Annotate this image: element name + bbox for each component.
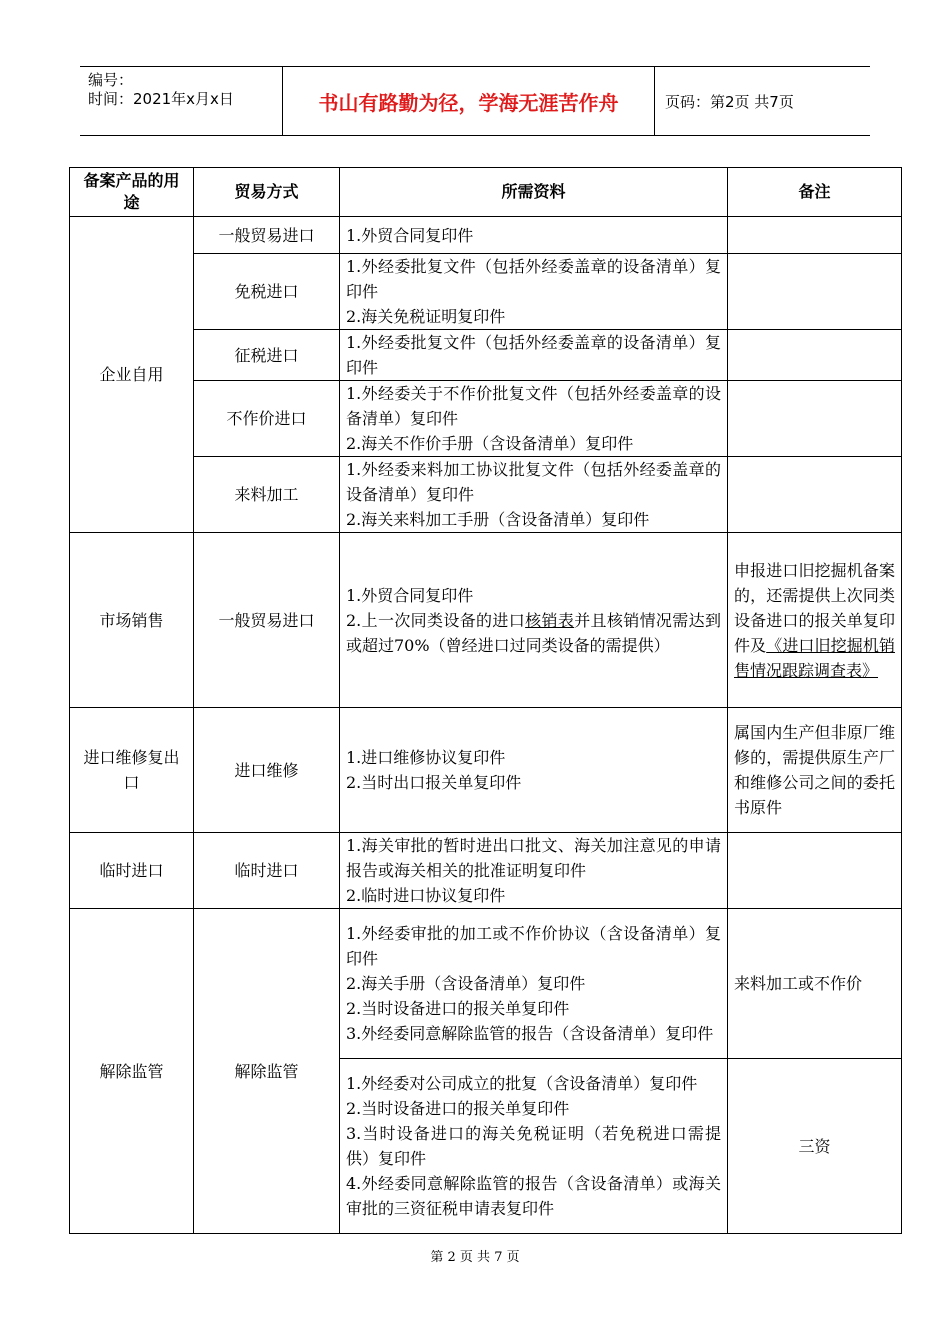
doc-line: 1.外经委批复文件（包括外经委盖章的设备清单）复印件 bbox=[346, 257, 721, 301]
note-cell: 属国内生产但非原厂维修的，需提供原生产厂和维修公司之间的委托书原件 bbox=[728, 708, 902, 833]
doc-text: 并且核销情况需达到或超过70%（曾经进口过同类设备的需提供） bbox=[346, 610, 721, 655]
page-footer: 第 2 页 共 7 页 bbox=[430, 1250, 520, 1265]
docs-cell bbox=[340, 533, 728, 708]
note-cell: 三资 bbox=[728, 1059, 902, 1234]
docs-cell bbox=[340, 254, 728, 330]
doc-text: 2.上一次同类设备的进口 bbox=[346, 610, 526, 630]
table-row bbox=[70, 909, 902, 1059]
page-header bbox=[80, 66, 870, 136]
trade-cell: 一般贸易进口 bbox=[194, 533, 340, 708]
note-cell: 来料加工或不作价 bbox=[728, 909, 902, 1059]
usage-cell: 企业自用 bbox=[70, 217, 194, 533]
table-row bbox=[70, 381, 902, 457]
doc-line: 2.海关来料加工手册（含设备清单）复印件 bbox=[346, 510, 650, 529]
column-header-docs: 所需资料 bbox=[340, 168, 728, 217]
doc-line: 3.外经委同意解除监管的报告（含设备清单）复印件 bbox=[346, 1024, 714, 1043]
note-cell bbox=[728, 833, 902, 909]
doc-line bbox=[346, 608, 721, 658]
doc-line: 3.当时设备进口的海关免税证明（若免税进口需提供）复印件 bbox=[346, 1124, 721, 1168]
note-cell bbox=[728, 381, 902, 457]
filing-requirements-table bbox=[69, 167, 902, 1234]
trade-cell: 解除监管 bbox=[194, 909, 340, 1234]
doc-line: 1.外经委来料加工协议批复文件（包括外经委盖章的设备清单）复印件 bbox=[346, 460, 721, 504]
table-header-row bbox=[70, 168, 902, 217]
column-header-usage: 备案产品的用途 bbox=[70, 168, 194, 217]
docs-cell bbox=[340, 457, 728, 533]
trade-cell: 不作价进口 bbox=[194, 381, 340, 457]
verification-form-link[interactable]: 核销表 bbox=[525, 610, 575, 630]
doc-line: 2.临时进口协议复印件 bbox=[346, 886, 506, 905]
trade-cell: 来料加工 bbox=[194, 457, 340, 533]
note-cell bbox=[728, 254, 902, 330]
table-row bbox=[70, 708, 902, 833]
doc-line: 1.外贸合同复印件 bbox=[346, 585, 474, 605]
trade-cell: 进口维修 bbox=[194, 708, 340, 833]
note-cell bbox=[728, 533, 902, 708]
doc-line: 1.外经委批复文件（包括外经委盖章的设备清单）复印件 bbox=[346, 333, 721, 377]
header-motto: 书山有路勤为径，学海无涯苦作舟 bbox=[283, 67, 655, 135]
table-row bbox=[70, 217, 902, 254]
doc-line: 1.外经委对公司成立的批复（含设备清单）复印件 bbox=[346, 1074, 698, 1093]
table-row bbox=[70, 457, 902, 533]
note-text: 申报进口旧挖掘机备案的，还需提供上次同类设备进口的报关单复印件及 bbox=[734, 560, 895, 655]
doc-line: 1.进口维修协议复印件 bbox=[346, 748, 506, 767]
doc-line: 1.外贸合同复印件 bbox=[346, 225, 474, 245]
table-row bbox=[70, 533, 902, 708]
usage-cell: 临时进口 bbox=[70, 833, 194, 909]
docs-cell bbox=[340, 1059, 728, 1234]
number-label: 编号： bbox=[88, 71, 134, 89]
doc-line: 2.当时设备进口的报关单复印件 bbox=[346, 999, 570, 1018]
usage-cell: 市场销售 bbox=[70, 533, 194, 708]
docs-cell bbox=[340, 381, 728, 457]
doc-line: 1.海关审批的暂时进出口批文、海关加注意见的申请报告或海关相关的批准证明复印件 bbox=[346, 836, 721, 880]
trade-cell: 一般贸易进口 bbox=[194, 217, 340, 254]
doc-line: 2.海关不作价手册（含设备清单）复印件 bbox=[346, 434, 634, 453]
header-page-label: 页码：第2页 共7页 bbox=[665, 92, 794, 111]
trade-cell: 征税进口 bbox=[194, 330, 340, 381]
note-cell bbox=[728, 457, 902, 533]
tracking-survey-link[interactable]: 《进口旧挖掘机销售情况跟踪调查表》 bbox=[734, 635, 895, 680]
doc-line: 1.外经委审批的加工或不作价协议（含设备清单）复印件 bbox=[346, 924, 721, 968]
time-label: 时间：2021年x月x日 bbox=[88, 90, 234, 108]
docs-cell bbox=[340, 708, 728, 833]
usage-cell: 解除监管 bbox=[70, 909, 194, 1234]
table-row bbox=[70, 330, 902, 381]
docs-cell bbox=[340, 909, 728, 1059]
doc-line: 2.当时出口报关单复印件 bbox=[346, 773, 522, 792]
table-row bbox=[70, 833, 902, 909]
table-row bbox=[70, 254, 902, 330]
trade-cell: 免税进口 bbox=[194, 254, 340, 330]
docs-cell bbox=[340, 330, 728, 381]
doc-line: 2.当时设备进口的报关单复印件 bbox=[346, 1099, 570, 1118]
header-meta bbox=[80, 67, 283, 135]
doc-line: 4.外经委同意解除监管的报告（含设备清单）或海关审批的三资征税申请表复印件 bbox=[346, 1174, 721, 1218]
doc-line: 1.外经委关于不作价批复文件（包括外经委盖章的设备清单）复印件 bbox=[346, 384, 721, 428]
doc-line: 2.海关手册（含设备清单）复印件 bbox=[346, 974, 586, 993]
column-header-note: 备注 bbox=[728, 168, 902, 217]
docs-cell bbox=[340, 833, 728, 909]
note-cell bbox=[728, 217, 902, 254]
usage-cell: 进口维修复出口 bbox=[70, 708, 194, 833]
note-cell bbox=[728, 330, 902, 381]
docs-cell bbox=[340, 217, 728, 254]
column-header-trade: 贸易方式 bbox=[194, 168, 340, 217]
trade-cell: 临时进口 bbox=[194, 833, 340, 909]
doc-line: 2.海关免税证明复印件 bbox=[346, 307, 506, 326]
